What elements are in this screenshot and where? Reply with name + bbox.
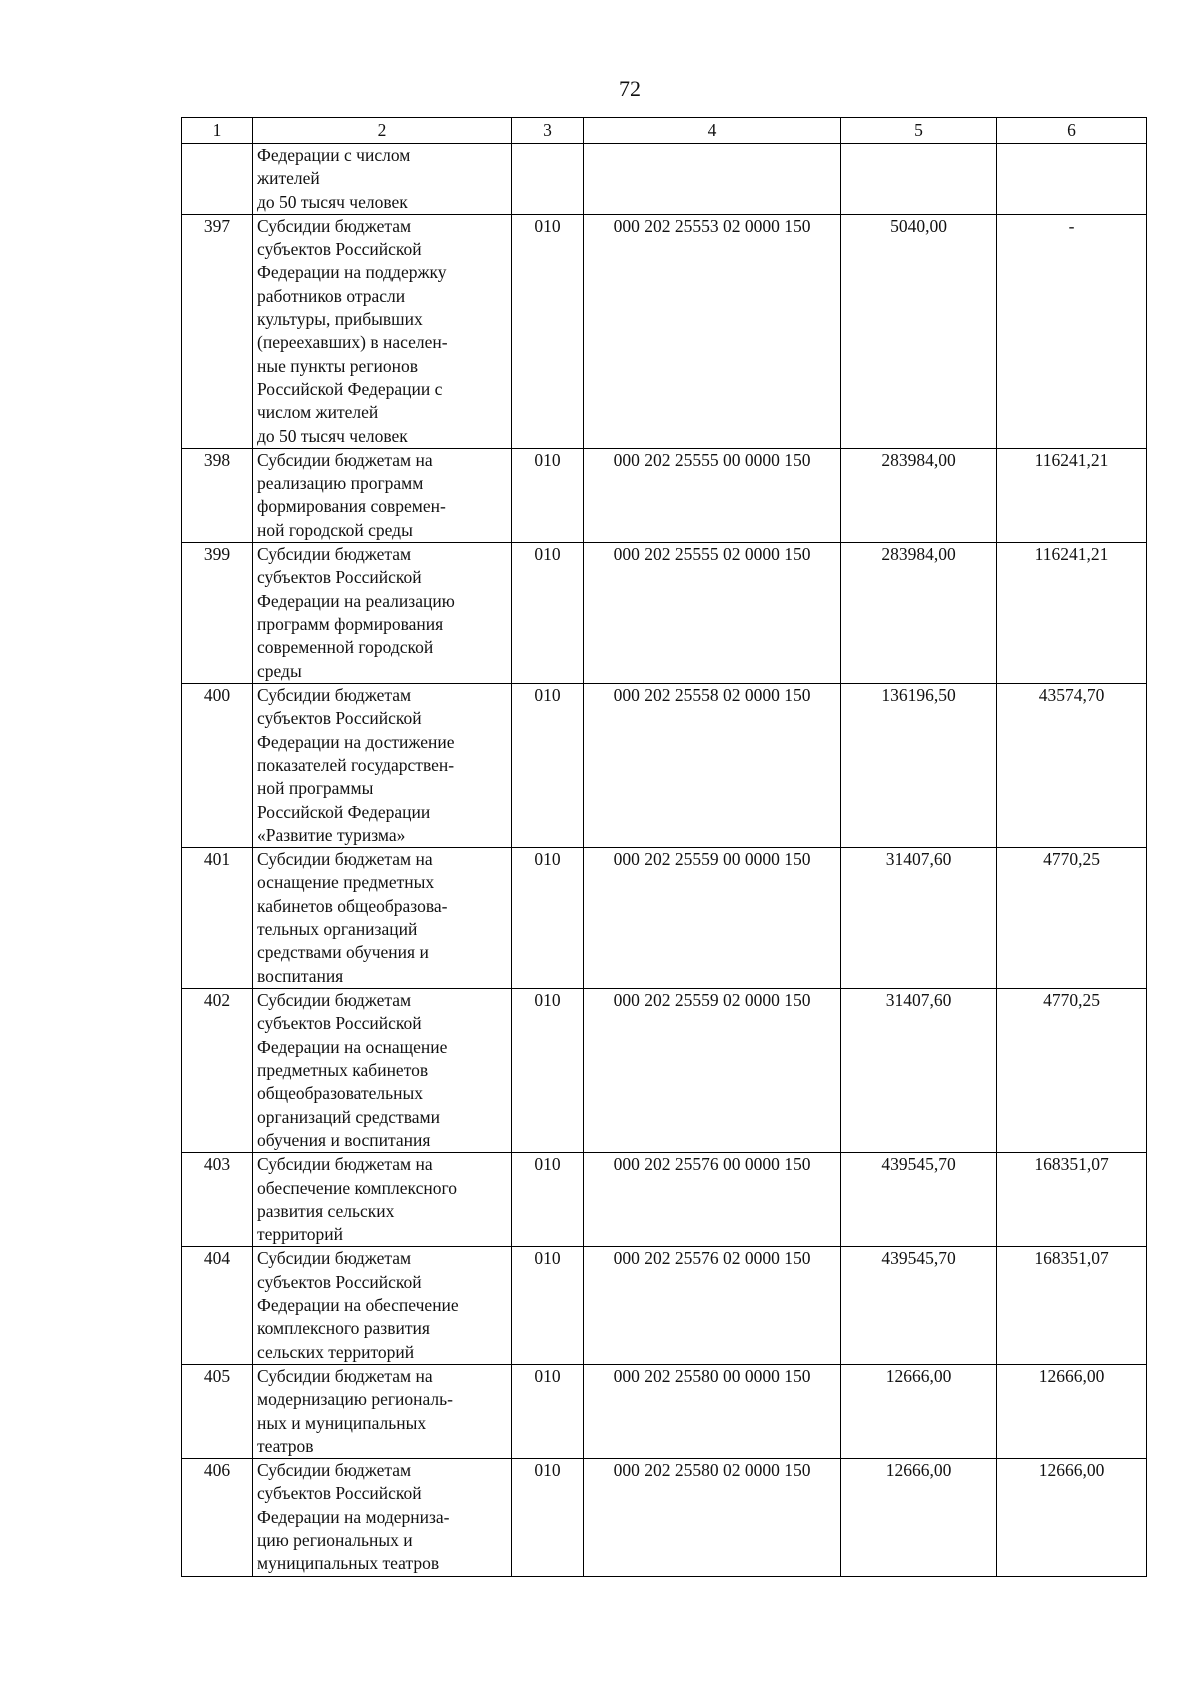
budget-code-cell: 000 202 25580 02 0000 150 [584,1459,841,1576]
budget-code-cell: 000 202 25555 00 0000 150 [584,448,841,542]
amount-col6-cell: 43574,70 [997,684,1147,848]
amount-col6-cell [997,144,1147,215]
amount-col6-cell: 116241,21 [997,543,1147,684]
table-row [182,848,1147,989]
row-number-cell: 398 [182,448,253,542]
table-row [182,1459,1147,1576]
admin-code-cell: 010 [512,848,584,989]
admin-code-cell: 010 [512,684,584,848]
budget-code-cell: 000 202 25553 02 0000 150 [584,214,841,448]
table-row [182,543,1147,684]
amount-col6-cell: 12666,00 [997,1364,1147,1458]
amount-col5-cell: 31407,60 [841,848,997,989]
amount-col5-cell [841,144,997,215]
admin-code-cell [512,144,584,215]
row-number-cell [182,144,253,215]
amount-col6-cell: 168351,07 [997,1247,1147,1364]
budget-code-cell: 000 202 25576 02 0000 150 [584,1247,841,1364]
row-number-cell: 403 [182,1153,253,1247]
amount-col6-cell: 4770,25 [997,848,1147,989]
row-number-cell: 400 [182,684,253,848]
admin-code-cell: 010 [512,1459,584,1576]
amount-col5-cell: 439545,70 [841,1247,997,1364]
row-number-cell: 405 [182,1364,253,1458]
table-header [182,118,1147,144]
amount-col5-cell: 5040,00 [841,214,997,448]
indicator-name-cell: Субсидии бюджетам на обеспечение комплексного развития сельских территорий [253,1153,512,1247]
admin-code-cell: 010 [512,1247,584,1364]
admin-code-cell: 010 [512,448,584,542]
budget-code-cell: 000 202 25576 00 0000 150 [584,1153,841,1247]
admin-code-cell: 010 [512,214,584,448]
budget-table [181,117,1147,1577]
indicator-name-cell: Субсидии бюджетам субъектов Российской Федерации на реализацию программ формирования современной городской среды [253,543,512,684]
indicator-name-cell: Федерации с числом жителей до 50 тысяч человек [253,144,512,215]
column-header-3: 3 [512,118,584,144]
indicator-name-cell: Субсидии бюджетам субъектов Российской Федерации на модерниза- цию региональных и муниципальных театров [253,1459,512,1576]
indicator-name-cell: Субсидии бюджетам на реализацию программ формирования современ- ной городской среды [253,448,512,542]
amount-col6-cell: 12666,00 [997,1459,1147,1576]
budget-code-cell: 000 202 25580 00 0000 150 [584,1364,841,1458]
admin-code-cell: 010 [512,543,584,684]
row-number-cell: 401 [182,848,253,989]
indicator-name-cell: Субсидии бюджетам на оснащение предметных кабинетов общеобразова- тельных организаций средствами обучения и воспитания [253,848,512,989]
row-number-cell: 397 [182,214,253,448]
budget-code-cell [584,144,841,215]
table-row [182,1364,1147,1458]
amount-col6-cell: 116241,21 [997,448,1147,542]
budget-code-cell: 000 202 25559 02 0000 150 [584,989,841,1153]
table-row [182,989,1147,1153]
admin-code-cell: 010 [512,1364,584,1458]
amount-col5-cell: 31407,60 [841,989,997,1153]
header-row [182,118,1147,144]
amount-col5-cell: 283984,00 [841,448,997,542]
table-row [182,448,1147,542]
column-header-4: 4 [584,118,841,144]
amount-col5-cell: 12666,00 [841,1459,997,1576]
indicator-name-cell: Субсидии бюджетам на модернизацию региональ- ных и муниципальных театров [253,1364,512,1458]
page-number: 72 [619,76,641,101]
indicator-name-cell: Субсидии бюджетам субъектов Российской Федерации на оснащение предметных кабинетов общеобразовательных организаций средствами обучения и воспитания [253,989,512,1153]
amount-col5-cell: 136196,50 [841,684,997,848]
amount-col6-cell: 4770,25 [997,989,1147,1153]
column-header-2: 2 [253,118,512,144]
amount-col5-cell: 283984,00 [841,543,997,684]
indicator-name-cell: Субсидии бюджетам субъектов Российской Федерации на поддержку работников отрасли культуры, прибывших (переехавших) в населен- ные пункты регионов Российской Федерации с числом жителей до 50 тысяч человек [253,214,512,448]
row-number-cell: 402 [182,989,253,1153]
amount-col6-cell: - [997,214,1147,448]
table-body [182,144,1147,1577]
admin-code-cell: 010 [512,1153,584,1247]
table-row [182,1247,1147,1364]
column-header-1: 1 [182,118,253,144]
budget-code-cell: 000 202 25559 00 0000 150 [584,848,841,989]
column-header-5: 5 [841,118,997,144]
amount-col5-cell: 12666,00 [841,1364,997,1458]
budget-code-cell: 000 202 25555 02 0000 150 [584,543,841,684]
table-row [182,144,1147,215]
admin-code-cell: 010 [512,989,584,1153]
amount-col5-cell: 439545,70 [841,1153,997,1247]
table-row [182,684,1147,848]
column-header-6: 6 [997,118,1147,144]
table-row [182,1153,1147,1247]
indicator-name-cell: Субсидии бюджетам субъектов Российской Федерации на обеспечение комплексного развития сельских территорий [253,1247,512,1364]
row-number-cell: 399 [182,543,253,684]
indicator-name-cell: Субсидии бюджетам субъектов Российской Федерации на достижение показателей государствен- ной программы Российской Федерации «Развитие туризма» [253,684,512,848]
amount-col6-cell: 168351,07 [997,1153,1147,1247]
row-number-cell: 406 [182,1459,253,1576]
budget-code-cell: 000 202 25558 02 0000 150 [584,684,841,848]
row-number-cell: 404 [182,1247,253,1364]
table-row [182,214,1147,448]
